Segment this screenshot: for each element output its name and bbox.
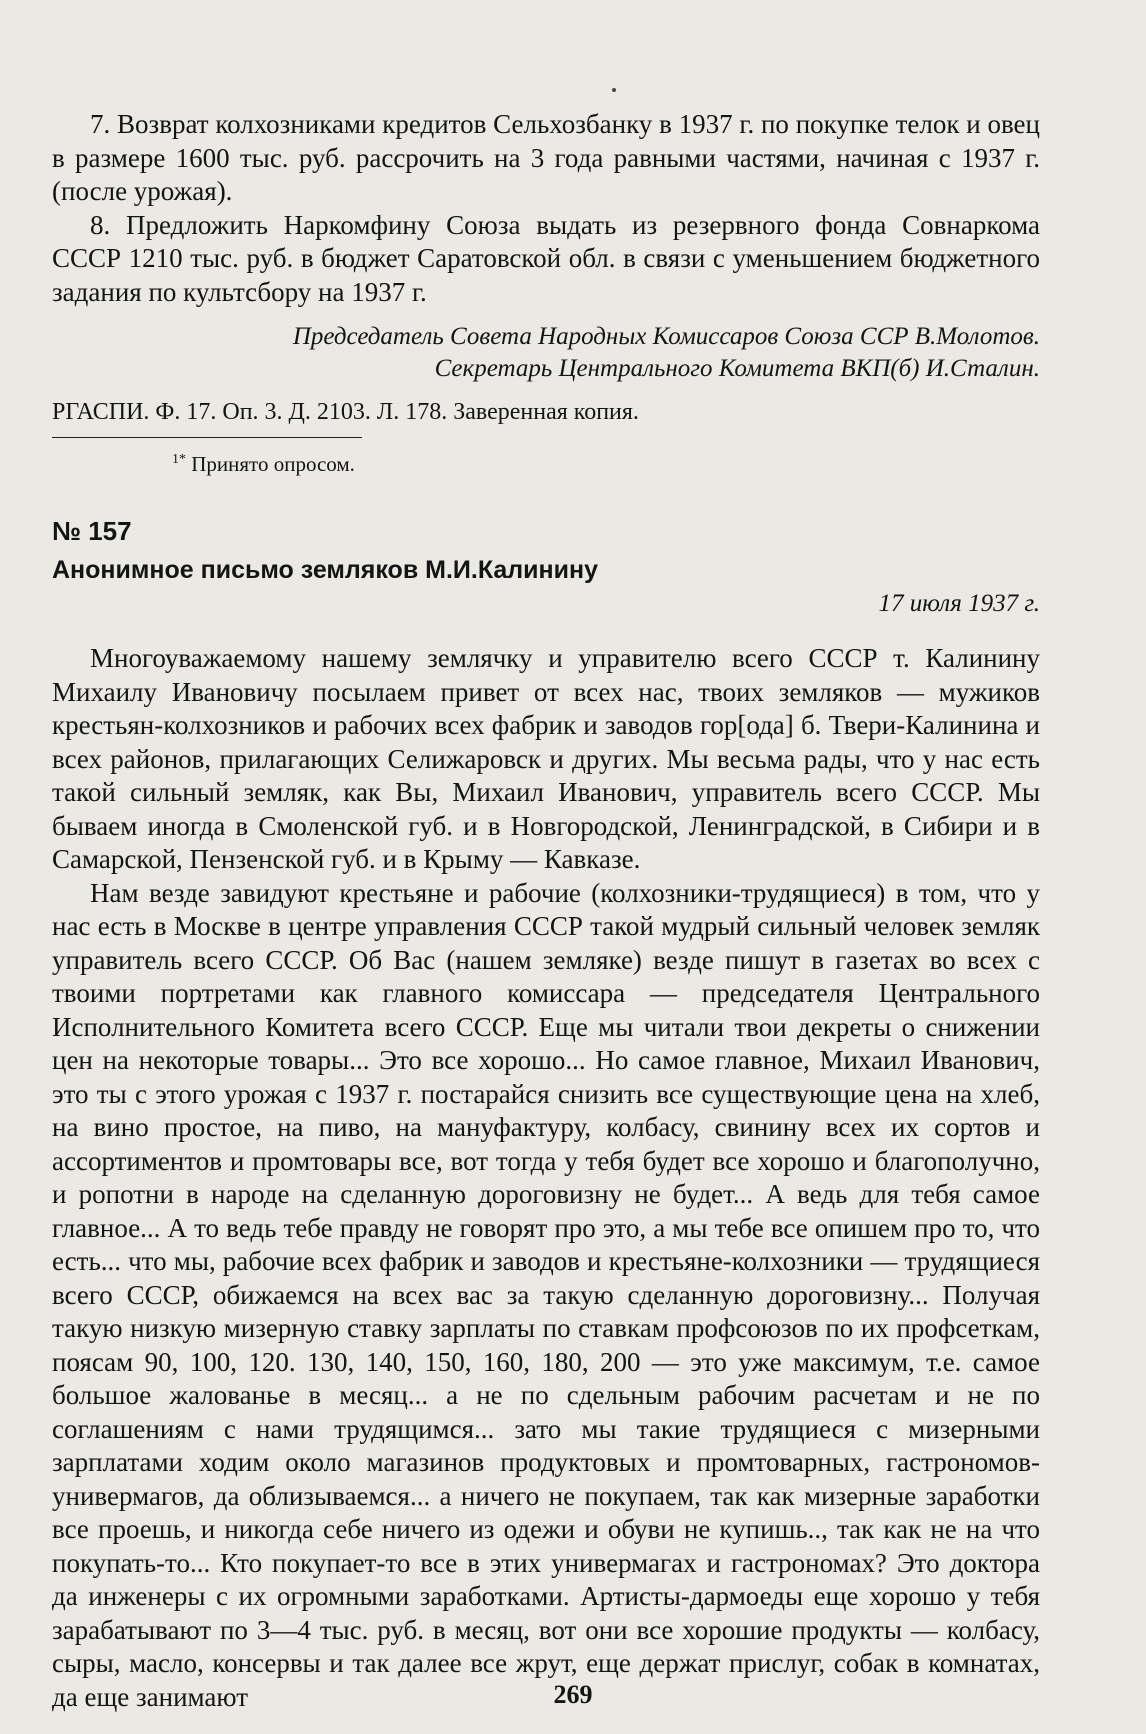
page-content <box>52 108 1040 1714</box>
document-date: 17 июля 1937 г. <box>878 590 1040 617</box>
document-number: № 157 <box>52 516 132 546</box>
resolution-item-7: 7. Возврат колхозниками кредитов Сельхозбанку в 1937 г. по покупке телок и овец в размере 1600 тыс. руб. рассрочить на 3 года равными частями, начиная с 1937 г. (после урожая). <box>52 109 1040 206</box>
archive-reference: РГАСПИ. Ф. 17. Оп. 3. Д. 2103. Л. 178. Заверенная копия. <box>52 399 639 425</box>
signature-chairman: Председатель Совета Народных Комиссаров Союза ССР В.Молотов. <box>292 323 1040 350</box>
letter-paragraph-1: Многоуважаемому нашему землячку и управителю всего СССР т. Калинину Михаилу Ивановичу посылаем привет от всех нас, твоих земляков — мужиков крестьян-колхозников и рабочих всех фабрик и заводов гор[ода] б. Твери-Калинина и всех районов, прилагающих Селижаровск и других. Мы весьма рады, что у нас есть такой сильный земляк, как Вы, Михаил Иванович, управитель всего СССР. Мы бываем иногда в Смоленской губ. и в Новгородской, Ленинградской, в Сибири и в Самарской, Пензенской губ. и в Крыму — Кавказе. <box>52 643 1040 874</box>
resolution-item-8: 8. Предложить Наркомфину Союза выдать из резервного фонда Совнаркома СССР 1210 тыс. руб. в бюджет Саратовской обл. в связи с уменьшением бюджетного задания по культсбору на 1937 г. <box>52 209 1040 307</box>
letter-paragraph-2: Нам везде завидуют крестьяне и рабочие (колхозники-трудящиеся) в том, что у нас есть в Москве в центре управления СССР такой мудрый сильный человек земляк управитель всего СССР. Об Вас (нашем земляке) везде пишут в газетах во всех с твоими портретами как главного комиссара — председателя Центрального Исполнительного Комитета всего СССР. Еще мы читали твои декреты о снижении цен на некоторые товары... Это все хорошо... Но самое главное, Михаил Иванович, это ты с этого урожая с 1937 г. постарайся снизить все существующие цена на хлеб, на вино простое, на пиво, на мануфактуру, колбасу, свинину всех их сортов и ассортиментов и промтовары все, вот тогда у тебя будет все хорошо и благополучно, и ропотни в народе на сделанную дороговизну не будет... А ведь для тебя самое главное... А то ведь тебе правду не говорят про это, а мы тебе все опишем про то, что есть... что мы, рабочие всех фабрик и заводов и крестьяне-колхозники — трудящиеся всего СССР, обижаемся на всех вас за такую сделанную дороговизну... Получая такую низкую мизерную ставку зарплаты по ставкам профсоюзов по их профсеткам, поясам 90, 100, 120. 130, 140, 150, 160, 180, 200 — это уже максимум, т.е. самое большое жалованье в месяц... а не по сдельным рабочим расчетам и не по соглашениям с нами трудящимся... зато мы такие трудящиеся с мизерными зарплатами ходим около магазинов продуктовых и промтоварных, гастрономов-универмагов, да облизываемся... а ничего не покупаем, так как мизерные заработки все проешь, и никогда себе ничего из одежи и обуви не купишь.., так как не на что покупать-то... Кто покупает-то все в этих универмагах и гастрономах? Это доктора да инженеры с их огромными заработками. Артисты-дармоеды еще хорошо у тебя зарабатывают по 3—4 тыс. руб. в месяц, вот они все хорошие продукты — колбасу, сыры, масло, консервы и так далее все жрут, еще держат прислуг, собак в комнатах, да еще занимают <box>52 877 1040 1712</box>
signature-secretary: Секретарь Центрального Комитета ВКП(б) И.Сталин. <box>434 355 1040 382</box>
footnote-mark: 1* <box>172 452 186 467</box>
footnote-divider <box>52 437 362 438</box>
document-title: Анонимное письмо земляков М.И.Калинину <box>52 556 599 584</box>
speck <box>612 88 616 92</box>
footnote-text: Принято опросом. <box>191 452 355 476</box>
footnote <box>172 446 1040 478</box>
page-number: 269 <box>553 1680 593 1709</box>
